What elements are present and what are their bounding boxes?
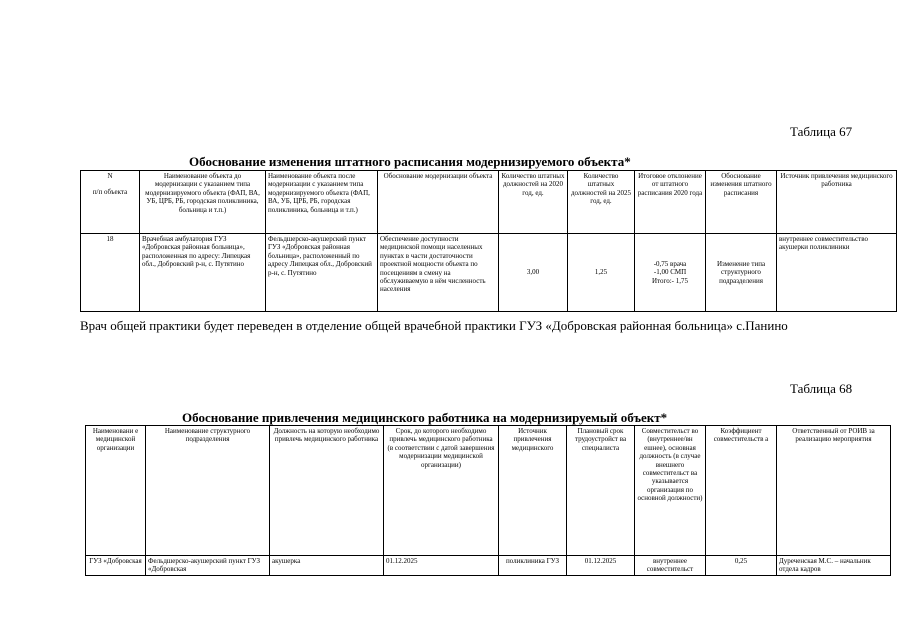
table-68-label: Таблица 68 [790,381,853,396]
row-num: 18 [81,234,140,312]
row-change-reason: Изменение типа структурного подразделения [706,234,777,312]
row-deviation-line1: -0,75 врача [653,259,687,268]
header-change-reason: Обоснование изменения штатного расписания [706,171,777,234]
row-deviation-line3: Итого:- 1,75 [652,276,688,285]
row-coef: 0,25 [706,556,777,576]
table-67-title: Обоснование изменения штатного расписания модернизируемого объекта* [189,154,631,169]
table-67-header-row [81,171,897,234]
row-planned: 01.12.2025 [567,556,635,576]
row-responsible: Дуреченская М.С. – начальник отдела кадров [777,556,891,576]
row-staff-2025: 1,25 [568,234,635,312]
table-68-title: Обоснование привлечения медицинского работника на модернизируемый объект* [182,410,668,425]
table-67-label: Таблица 67 [790,124,853,139]
row-deviation-line2: -1,00 СМП [653,268,687,277]
row-staff-2020: 3,00 [499,234,568,312]
table-67 [80,170,897,312]
header-deviation: Итоговое отклонение от штатного расписания 2020 года [635,171,706,234]
header-position: Должность на которую необходимо привлечь медицинского работника [270,426,384,556]
header-justification: Обоснование модернизации объекта [378,171,499,234]
table-row [81,234,897,312]
row-unit: Фельдшерско-акушерский пункт ГУЗ «Добровская [146,556,270,576]
row-deadline: 01.12.2025 [384,556,499,576]
header-unit: Наименование структурного подразделения [146,426,270,556]
row-org: ГУЗ «Добровская [86,556,146,576]
header-coef: Коэффициент совместительств а [706,426,777,556]
header-source: Источник привлечения медицинского [499,426,567,556]
row-name-after: Фельдшерско-акушерский пункт ГУЗ «Добровская районная больница», расположенный по адресу Липецкая обл., Добровский р-н, с. Путятино [266,234,378,312]
row-position: акушерка [270,556,384,576]
row-combination: внутреннее совместительст [635,556,706,576]
row-deviation-cell [635,234,706,312]
table-68 [85,425,891,576]
header-staff-2020: Количество штатных должностей на 2020 год, ед. [499,171,568,234]
row-name-before: Врачебная амбулатория ГУЗ «Добровская районная больница», расположенная по адресу: Липецкая обл., Добровский р-н, с. Путятино [140,234,266,312]
header-planned: Плановый срок трудоустройст ва специалиста [567,426,635,556]
header-name-after: Наименование объекта после модернизации с указанием типа модернизируемого объекта (ФАП, ВА, УБ, ЦРБ, РБ, городская поликлиника, больница и т.п.) [266,171,378,234]
header-num-line1: N [107,172,113,180]
header-combination: Совместительст во (внутреннее/вн ешнее), основная должность (в случае внешнего совместительст ва указывается организация по основной должности) [635,426,706,556]
row-source: внутреннее совместительство акушерки поликлиники [777,234,897,312]
table-row [86,556,891,576]
header-num-cell [81,171,140,234]
header-name-before: Наименование объекта до модернизации с указанием типа модернизируемого объекта (ФАП, ВА, УБ, ЦРБ, РБ, городская поликлиника, больница и т.п.) [140,171,266,234]
note-paragraph: Врач общей практики будет переведен в отделение общей врачебной практики ГУЗ «Добровская районная больница» с.Панино [80,318,788,333]
header-deadline: Срок, до которого необходимо привлечь медицинского работника (в соответствии с датой завершения модернизации медицинской организации) [384,426,499,556]
header-responsible: Ответственный от РОИВ за реализацию мероприятия [777,426,891,556]
header-num-line2: п/п объекта [92,188,128,197]
table-68-header-row [86,426,891,556]
header-source: Источник привлечения медицинского работника [777,171,897,234]
header-org: Наименовани е медицинской организации [86,426,146,556]
header-staff-2025: Количество штатных должностей на 2025 год, ед. [568,171,635,234]
row-source: поликлиника ГУЗ [499,556,567,576]
row-justification: Обеспечение доступности медицинской помощи населенных пунктах в части достаточности проектной мощности объекта по посещениям в смену на обслуживаемую в нём численность населения [378,234,499,312]
